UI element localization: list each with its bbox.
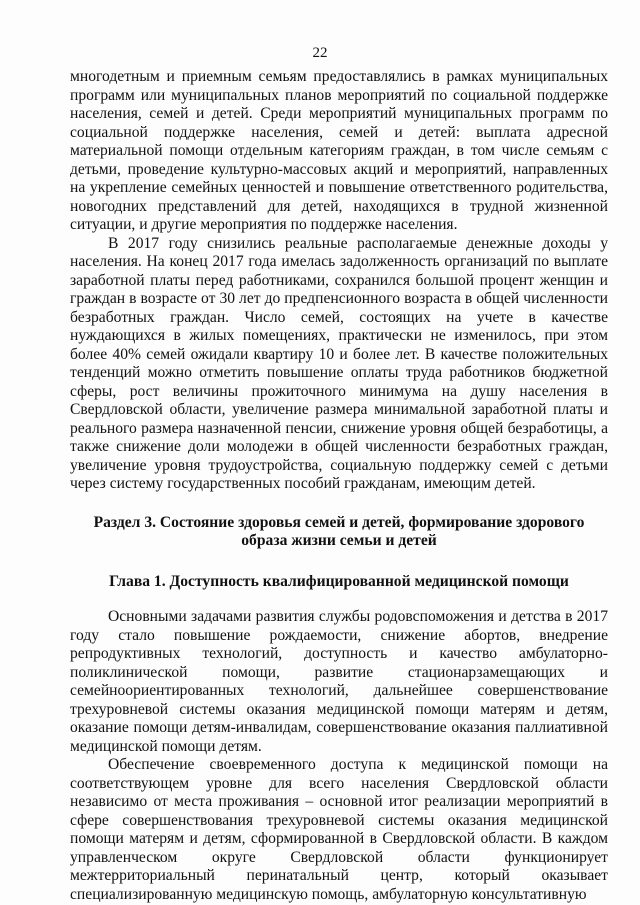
section-heading-line: Раздел 3. Состояние здоровья семей и детей, формирование здорового xyxy=(93,513,585,531)
page-number: 22 xyxy=(312,45,328,61)
body-paragraph: многодетным и приемным семьям предоставлялись в рамках муниципальных программ или муниципальных планов мероприятий по социальной поддержке населения, семей и детей. Среди мероприятий муниципальных программ по социальной поддержке населения, семей и детей: выплата адресной материальной помощи отдельным категориям граждан, в том числе семьям с детьми, проведение культурно-массовых акций и мероприятий, направленных на укрепление семейных ценностей и повышение ответственного родительства, новогодних представлений для детей, находящихся в трудной жизненной ситуации, и другие мероприятия по поддержке населения. xyxy=(70,68,608,233)
section-heading xyxy=(70,514,608,551)
body-paragraph: В 2017 году снизились реальные располагаемые денежные доходы у населения. На конец 2017 года имелась задолженность организаций по выплате заработной платы перед работниками, сохранился большой процент женщин и граждан в возрасте от 30 лет до предпенсионного возраста в общей численности безработных граждан. Число семей, состоящих на учете в качестве нуждающихся в жилых помещениях, практически не изменилось, при этом более 40% семей ожидали квартиру 10 и более лет. В качестве положительных тенденций можно отметить повышение оплаты труда работников бюджетной сферы, рост величины прожиточного минимума на душу населения в Свердловской области, увеличение размера минимальной заработной платы и реального размера назначенной пенсии, снижение уровня общей безработицы, а также снижение доли молодежи в общей численности безработных граждан, увеличение уровня трудоустройства, социальную поддержку семей с детьми через систему государственных пособий гражданам, имеющим детей. xyxy=(70,234,608,492)
section-heading-line: образа жизни семьи и детей xyxy=(241,532,437,549)
chapter-heading: Глава 1. Доступность квалифицированной медицинской помощи xyxy=(109,572,569,590)
body-paragraph: Основными задачами развития службы родовспоможения и детства в 2017 году стало повышение рождаемости, снижение абортов, внедрение репродуктивных технологий, доступность и качество амбулаторно-поликлинической помощи, развитие стационарзамещающих и семейноориентированных технологий, дальнейшее совершенствование трехуровневой системы оказания медицинской помощи матерям и детям, оказание помощи детям-инвалидам, совершенствование оказания паллиативной медицинской помощи детям. xyxy=(70,608,608,755)
document-body xyxy=(70,68,608,904)
body-paragraph: Обеспечение своевременного доступа к медицинской помощи на соответствующем уровне для всего населения Свердловской области независимо от места проживания – основной итог реализации мероприятий в сфере совершенствования трехуровневой системы оказания медицинской помощи матерям и детям, сформированной в Свердловской области. В каждом управленческом округе Свердловской области функционирует межтерриториальный перинатальный центр, который оказывает специализированную медицинскую помощь, амбулаторную консультативную xyxy=(70,756,608,903)
